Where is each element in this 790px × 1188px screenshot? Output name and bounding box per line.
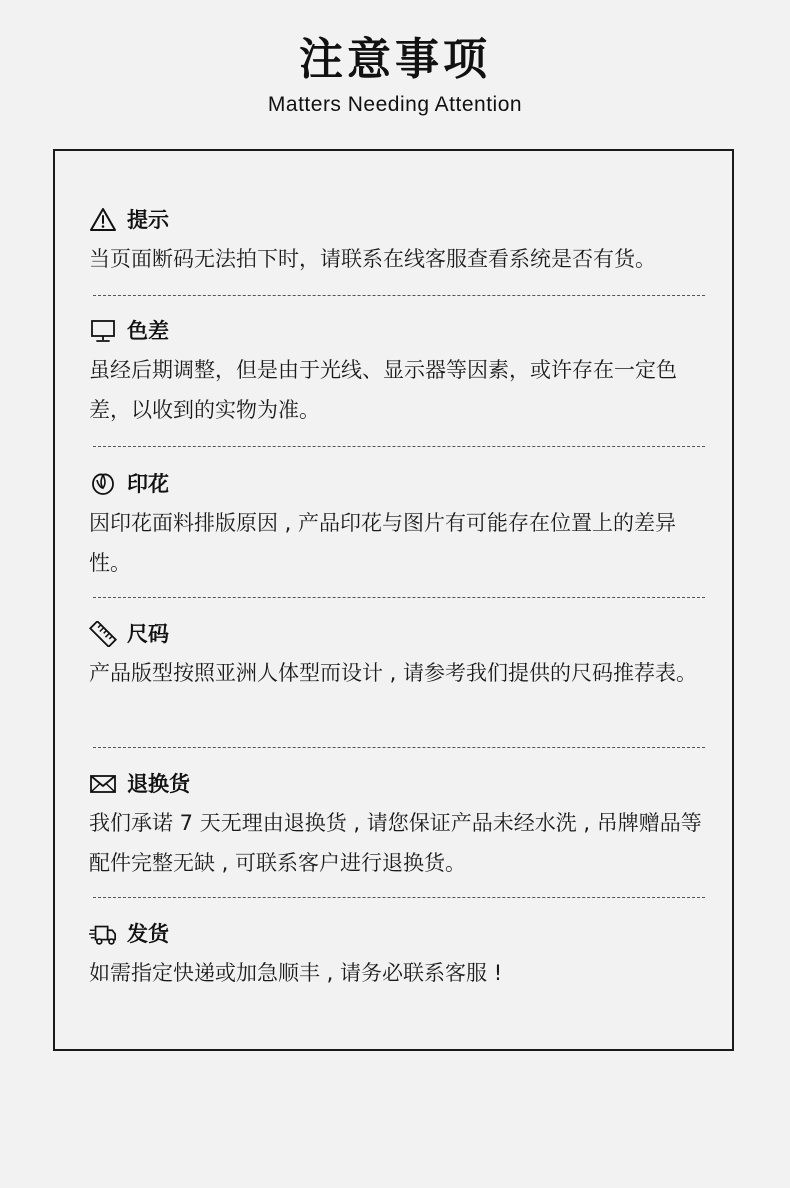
ruler-icon bbox=[89, 621, 117, 647]
section-body: 产品版型按照亚洲人体型而设计 , 请参考我们提供的尺码推荐表。 bbox=[89, 661, 698, 685]
notice-box bbox=[53, 149, 734, 1051]
section-body: 如需指定快递或加急顺丰 , 请务必联系客服 ! bbox=[89, 961, 503, 985]
section-header bbox=[89, 619, 709, 649]
section-title: 尺码 bbox=[127, 622, 169, 646]
section-title: 印花 bbox=[127, 472, 169, 496]
divider bbox=[93, 897, 705, 898]
section-title: 退换货 bbox=[127, 772, 190, 796]
page-subtitle: Matters Needing Attention bbox=[267, 93, 523, 116]
monitor-icon bbox=[89, 318, 117, 344]
section-header bbox=[89, 205, 709, 235]
section-title: 提示 bbox=[127, 208, 169, 232]
section-color-difference bbox=[89, 316, 709, 430]
section-header bbox=[89, 919, 709, 949]
divider bbox=[93, 446, 705, 447]
section-body: 虽经后期调整，但是由于光线、显示器等因素，或许存在一定色差，以收到的实物为准。 bbox=[89, 358, 677, 422]
header bbox=[0, 30, 790, 118]
section-body: 因印花面料排版原因 , 产品印花与图片有可能存在位置上的差异性。 bbox=[89, 511, 677, 575]
divider bbox=[93, 597, 705, 598]
flower-icon bbox=[89, 471, 117, 497]
section-title: 发货 bbox=[127, 922, 169, 946]
envelope-icon bbox=[89, 771, 117, 797]
delivery-truck-icon bbox=[89, 921, 117, 947]
section-print bbox=[89, 469, 709, 583]
section-size bbox=[89, 619, 709, 693]
section-returns bbox=[89, 769, 709, 883]
section-header bbox=[89, 769, 709, 799]
section-body: 我们承诺 7 天无理由退换货 , 请您保证产品未经水洗 , 吊牌赠品等配件完整无缺 , 可联系客户进行退换货。 bbox=[89, 811, 702, 875]
section-header bbox=[89, 469, 709, 499]
section-header bbox=[89, 316, 709, 346]
section-title: 色差 bbox=[127, 319, 169, 343]
page-title: 注意事项 bbox=[299, 34, 491, 85]
divider bbox=[93, 295, 705, 296]
section-body: 当页面断码无法拍下时，请联系在线客服查看系统是否有货。 bbox=[89, 247, 656, 271]
divider bbox=[93, 747, 705, 748]
section-tip bbox=[89, 205, 709, 279]
warning-icon bbox=[89, 207, 117, 233]
section-shipping bbox=[89, 919, 709, 993]
